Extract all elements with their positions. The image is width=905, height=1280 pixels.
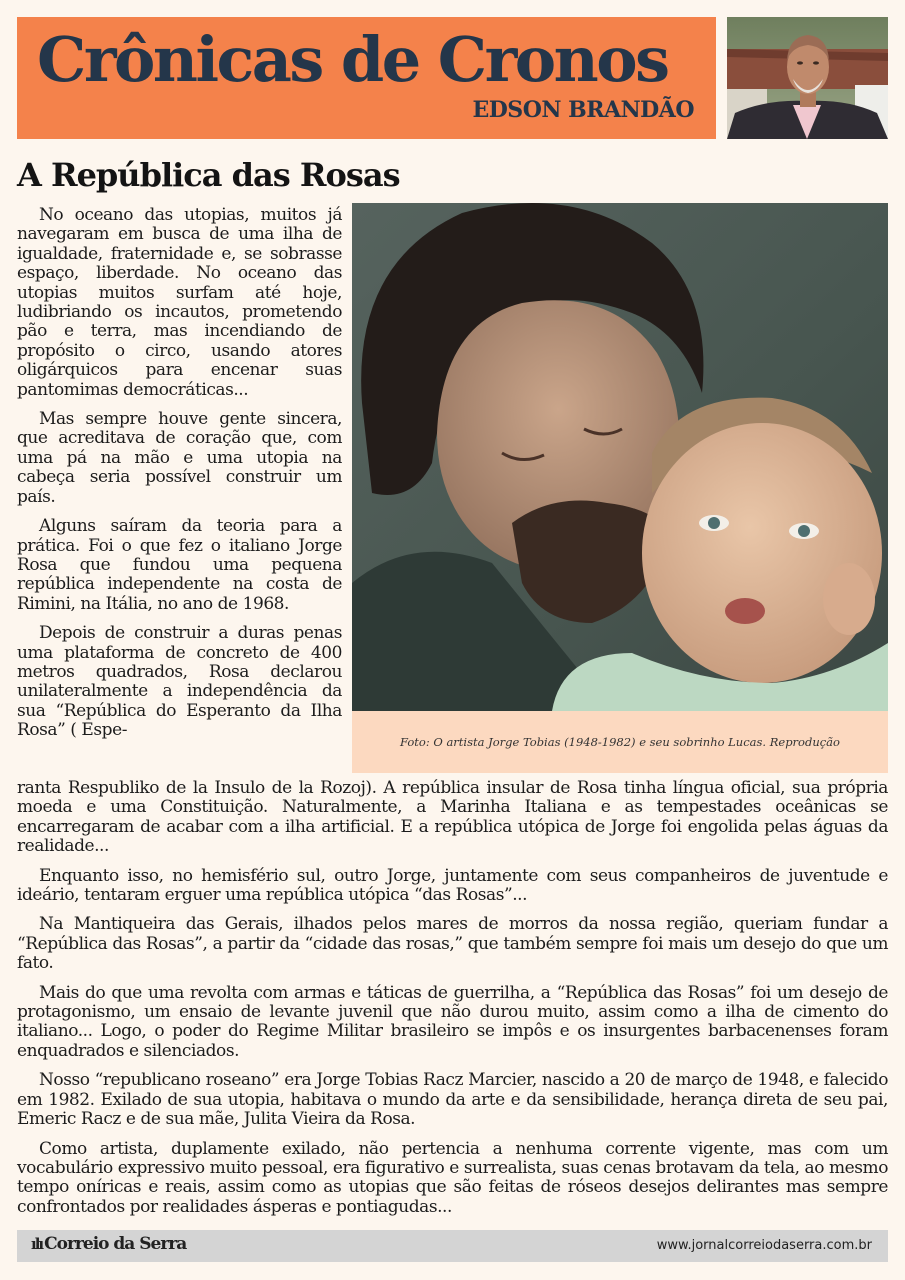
article-paragraph: Mais do que uma revolta com armas e táticas de guerrilha, a “República das Rosas” foi um desejo de protagonismo, um ensaio de levante juvenil que não durou muito, assim como a ilha de cimento do italiano... Logo, o poder do Regime Militar brasileiro se impôs e os insurgentes barbacenenses foram enquadrados e silenciados. [17,982,888,1061]
article-headline: A República das Rosas [17,156,400,194]
photo-caption-box [352,711,888,773]
article-paragraph: Enquanto isso, no hemisfério sul, outro Jorge, juntamente com seus companheiros de juventude e ideário, tentaram erguer uma república utópica “das Rosas”... [17,865,888,906]
article-paragraph: Alguns saíram da teoria para a prática. Foi o que fez o italiano Jorge Rosa que fundou uma pequena república independente na costa de Rimini, na Itália, no ano de 1968. [17,516,342,614]
article-paragraph: Na Mantiqueira das Gerais, ilhados pelos mares de morros da nossa região, queriam fundar a “República das Rosas”, a partir da “cidade das rosas,” que também sempre foi mais um desejo do que um fato. [17,914,888,974]
article-left-column [17,206,342,741]
article-paragraph: Mas sempre houve gente sincera, que acreditava de coração que, com uma pá na mão e uma utopia na cabeça seria possível construir um país. [17,409,342,507]
newspaper-logo-icon: ılı [31,1235,43,1253]
footer-bar [17,1230,888,1262]
column-title: Crônicas de Cronos [37,23,668,96]
website-url[interactable]: www.jornalcorreiodaserra.com.br [656,1238,872,1253]
newspaper-logo [31,1234,186,1254]
article-paragraph: Depois de construir a duras penas uma plataforma de concreto de 400 metros quadrados, Rosa declarou unilateralmente a independência da sua “República do Esperanto da Ilha Rosa” ( Espe- [17,623,342,741]
author-portrait [727,17,888,139]
column-banner [17,17,716,139]
author-name: EDSON BRANDÃO [472,97,694,123]
article-paragraph: ranta Respubliko de la Insulo de la Rozoj). A república insular de Rosa tinha língua oficial, sua própria moeda e uma Constituição. Naturalmente, a Marinha Italiana e as tempestades oceânicas se encarregaram de acabar com a ilha artificial. E a república utópica de Jorge foi engolida pelas águas da realidade... [17,778,888,857]
newspaper-logo-text: Correio da Serra [44,1234,187,1254]
photo-caption: Foto: O artista Jorge Tobias (1948-1982) e seu sobrinho Lucas. Reprodução [400,735,840,749]
article-photo [352,203,888,711]
article-paragraph: Nosso “republicano roseano” era Jorge Tobias Racz Marcier, nascido a 20 de março de 1948, e falecido em 1982. Exilado de sua utopia, habitava o mundo da arte e da sensibilidade, herança direta de seu pai, Emeric Racz e de sua mãe, Julita Vieira da Rosa. [17,1070,888,1130]
article-paragraph: Como artista, duplamente exilado, não pertencia a nenhuma corrente vigente, mas com um vocabulário expressivo muito pessoal, era figurativo e surrealista, suas cenas brotavam da tela, ao mesmo tempo oníricas e reais, assim como as utopias que são feitas de róseos desejos delirantes mas sempre confrontados por realidades ásperas e pontiagudas... [17,1138,888,1217]
article-full-width [17,779,888,1217]
article-paragraph: No oceano das utopias, muitos já navegaram em busca de uma ilha de igualdade, fraternidade e, se sobrasse espaço, liberdade. No oceano das utopias muitos surfam até hoje, ludibriando os incautos, prometendo pão e terra, mas incendiando de propósito o circo, usando atores oligárquicos para encenar suas pantomimas democráticas... [17,205,342,400]
